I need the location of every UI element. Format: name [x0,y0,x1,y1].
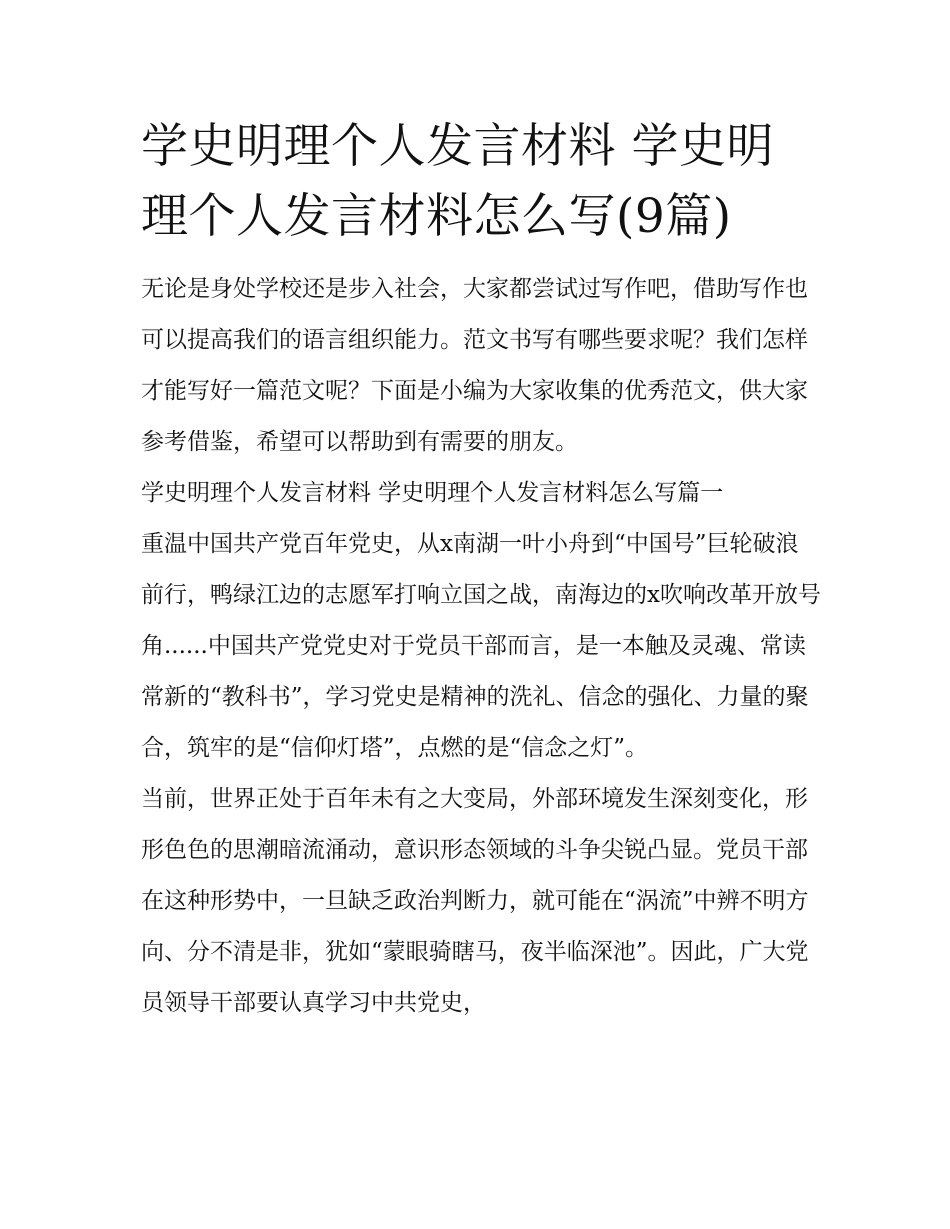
body-paragraph-2: 当前，世界正处于百年未有之大变局，外部环境发生深刻变化，形形色色的思潮暗流涌动，意识形态领域的斗争尖锐凸显。党员干部在这种形势中，一旦缺乏政治判断力，就可能在“涡流”中辨不明方向、分不清是非，犹如“蒙眼骑瞎马，夜半临深池”。因此，广大党员领导干部要认真学习中共党史， [141,786,809,1016]
section-heading: 学史明理个人发言材料 学史明理个人发言材料怎么写篇一 [141,480,724,506]
document-body [141,112,821,1029]
intro-paragraph: 无论是身处学校还是步入社会，大家都尝试过写作吧，借助写作也可以提高我们的语言组织能力。范文书写有哪些要求呢？我们怎样才能写好一篇范文呢？下面是小编为大家收集的优秀范文，供大家参考借鉴，希望可以帮助到有需要的朋友。 [141,276,808,455]
body-paragraph-1: 重温中国共产党百年党史，从x南湖一叶小舟到“中国号”巨轮破浪前行，鸭绿江边的志愿军打响立国之战，南海边的x吹响改革开放号角......中国共产党党史对于党员干部而言，是一本触及灵魂、常读常新的“教科书”，学习党史是精神的洗礼、信念的强化、力量的聚合，筑牢的是“信仰灯塔”，点燃的是“信念之灯”。 [141,531,821,761]
document-title: 学史明理个人发言材料 学史明理个人发言材料怎么写(9篇) [141,119,774,244]
